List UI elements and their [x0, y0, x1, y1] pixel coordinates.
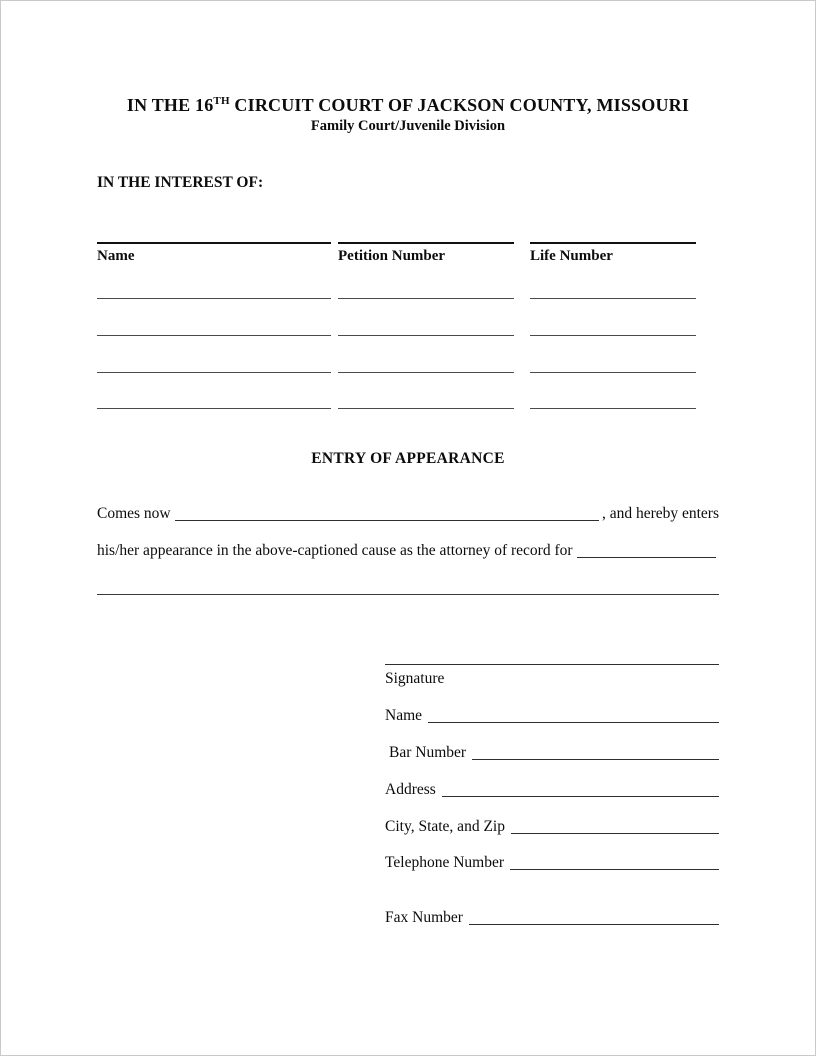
signature-label: Signature [385, 670, 445, 687]
petition-header-rule [338, 242, 514, 244]
attorney-name-label: Name [385, 707, 423, 724]
name-header-rule [97, 242, 331, 244]
petition-number-column [338, 242, 514, 414]
life-header-rule [530, 242, 696, 244]
entry-of-appearance-heading: ENTRY OF APPEARANCE [311, 450, 505, 467]
court-title-suffix: CIRCUIT COURT OF JACKSON COUNTY, MISSOURI [229, 95, 690, 115]
interest-heading: IN THE INTEREST OF: [97, 174, 264, 191]
comes-now-suffix: , and hereby enters [601, 505, 719, 522]
name-blank-line-4[interactable] [97, 408, 331, 409]
address-row [385, 780, 719, 800]
fax-number-row [385, 908, 719, 928]
comes-now-prefix: Comes now [97, 505, 171, 522]
record-for-fill-line[interactable] [577, 544, 716, 558]
signature-fill-line[interactable] [385, 664, 719, 665]
petition-blank-line-3[interactable] [338, 372, 514, 373]
fax-number-line[interactable] [469, 911, 719, 925]
division-subtitle: Family Court/Juvenile Division [310, 118, 506, 134]
life-number-column-header: Life Number [530, 248, 613, 264]
attorney-name-row [385, 706, 719, 726]
attorney-name-fill-line[interactable] [175, 507, 599, 521]
court-title-prefix: IN THE 16 [126, 95, 214, 115]
telephone-number-label: Telephone Number [385, 854, 504, 871]
telephone-number-line[interactable] [510, 856, 719, 870]
address-line[interactable] [442, 783, 719, 797]
petition-number-column-header: Petition Number [338, 248, 446, 264]
petition-blank-line-2[interactable] [338, 335, 514, 336]
fax-number-label: Fax Number [385, 909, 463, 926]
name-blank-line-1[interactable] [97, 298, 331, 299]
record-for-row [97, 541, 719, 561]
attorney-name-line[interactable] [428, 709, 719, 723]
name-blank-line-2[interactable] [97, 335, 331, 336]
comes-now-row [97, 504, 719, 524]
life-blank-line-1[interactable] [530, 298, 696, 299]
bar-number-label: Bar Number [389, 744, 467, 761]
bar-number-line[interactable] [472, 746, 719, 760]
document-header [1, 95, 815, 135]
telephone-number-row [385, 853, 719, 873]
record-for-continuation-line[interactable] [97, 594, 719, 595]
city-state-zip-line[interactable] [511, 820, 719, 834]
party-table [97, 242, 719, 414]
ordinal-superscript: TH [213, 95, 230, 107]
bar-number-row [385, 743, 719, 763]
city-state-zip-label: City, State, and Zip [385, 818, 505, 835]
life-blank-line-3[interactable] [530, 372, 696, 373]
court-title [1, 95, 815, 115]
life-number-column [530, 242, 696, 414]
record-for-text: his/her appearance in the above-captioned cause as the attorney of record for [97, 542, 573, 559]
life-blank-line-2[interactable] [530, 335, 696, 336]
name-column-header: Name [97, 248, 135, 264]
address-label: Address [385, 781, 436, 798]
petition-blank-line-4[interactable] [338, 408, 514, 409]
name-column [97, 242, 331, 414]
petition-blank-line-1[interactable] [338, 298, 514, 299]
life-blank-line-4[interactable] [530, 408, 696, 409]
city-state-zip-row [385, 817, 719, 837]
name-blank-line-3[interactable] [97, 372, 331, 373]
